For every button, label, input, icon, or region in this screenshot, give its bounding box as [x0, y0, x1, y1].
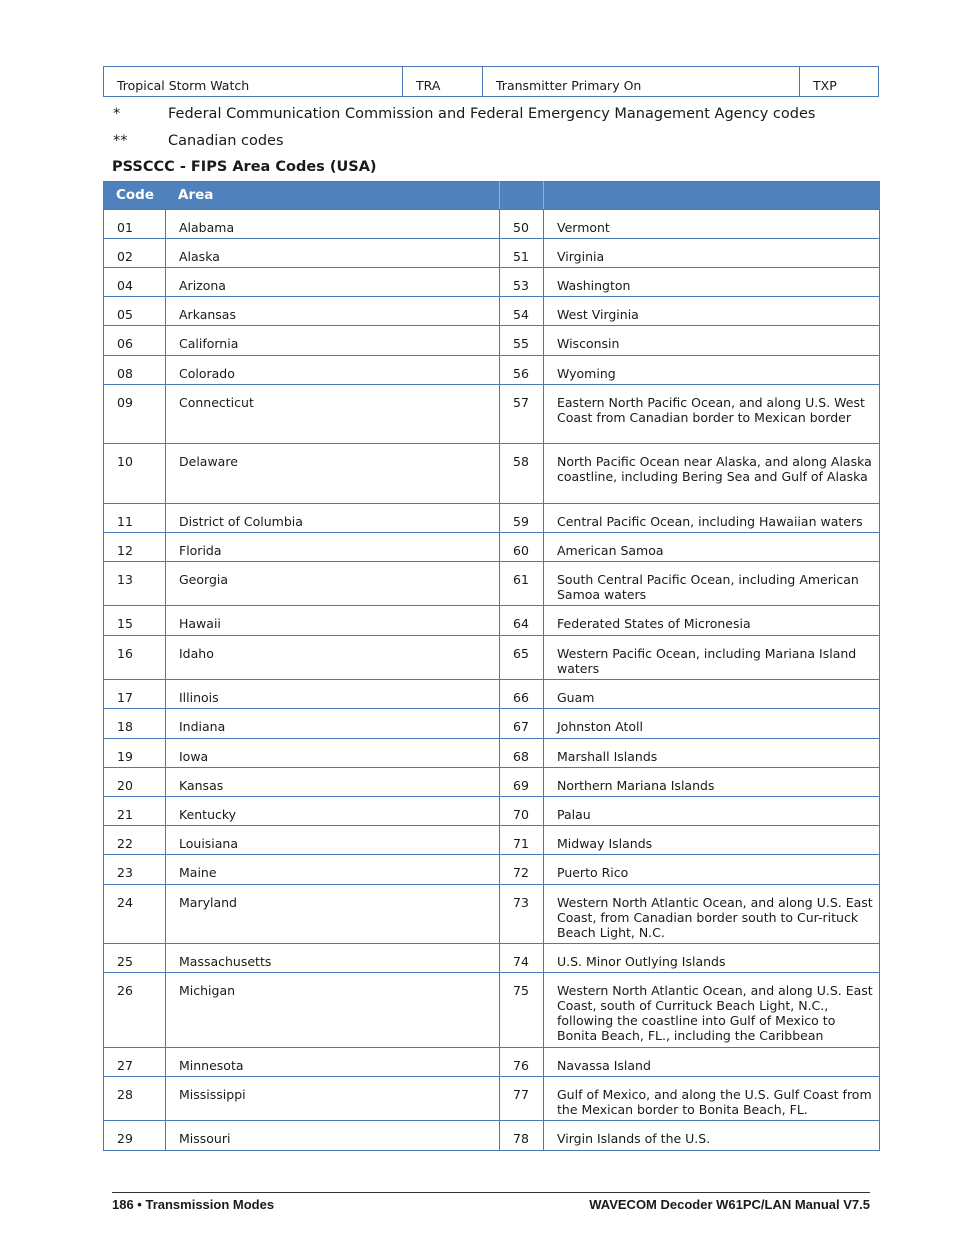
area-cell: Navassa Island: [544, 1048, 880, 1077]
area-cell: Alaska: [166, 239, 500, 268]
table-row: [104, 210, 880, 239]
area-cell: Florida: [166, 533, 500, 562]
code-cell: 26: [104, 973, 166, 1048]
code-cell: 66: [500, 680, 544, 709]
table-row: [104, 1077, 880, 1121]
area-cell: Western North Atlantic Ocean, and along U.S. East Coast, south of Currituck Beach Light, N.C., following the coastline into Gulf of Mexico to Bonita Beach, FL., including the Caribbean: [544, 973, 880, 1048]
area-cell: Virgin Islands of the U.S.: [544, 1121, 880, 1151]
code-cell: 01: [104, 210, 166, 239]
section-title: PSSCCC - FIPS Area Codes (USA): [112, 159, 377, 175]
area-cell: Connecticut: [166, 385, 500, 444]
area-cell: Wyoming: [544, 356, 880, 385]
code-cell: 02: [104, 239, 166, 268]
code-cell: 04: [104, 268, 166, 297]
table-row: [104, 636, 880, 680]
footer-manual-title: WAVECOM Decoder W61PC/LAN Manual V7.5: [589, 1197, 870, 1212]
code-cell: 64: [500, 606, 544, 636]
area-cell: Johnston Atoll: [544, 709, 880, 739]
code-cell: 29: [104, 1121, 166, 1151]
area-cell: Michigan: [166, 973, 500, 1048]
area-cell: Colorado: [166, 356, 500, 385]
top-cell-name: Transmitter Primary On: [483, 67, 800, 96]
area-cell: Guam: [544, 680, 880, 709]
code-cell: 67: [500, 709, 544, 739]
code-cell: 10: [104, 444, 166, 504]
area-cell: California: [166, 326, 500, 356]
area-cell: Western North Atlantic Ocean, and along U.S. East Coast, from Canadian border south to Cur-rituck Beach Light, N.C.: [544, 885, 880, 944]
code-cell: 69: [500, 768, 544, 797]
footnote-text: Federal Communication Commission and Federal Emergency Management Agency codes: [168, 106, 816, 122]
area-cell: South Central Pacific Ocean, including American Samoa waters: [544, 562, 880, 606]
area-cell: Kentucky: [166, 797, 500, 826]
area-cell: Georgia: [166, 562, 500, 606]
table-row: [104, 444, 880, 504]
table-row: [104, 739, 880, 768]
footnote-mark: *: [113, 106, 121, 122]
code-cell: 12: [104, 533, 166, 562]
code-cell: 11: [104, 504, 166, 533]
top-table-row: [103, 66, 879, 97]
table-header-row: [104, 182, 880, 210]
code-cell: 28: [104, 1077, 166, 1121]
table-row: [104, 297, 880, 326]
footnote: [113, 106, 815, 122]
code-cell: 56: [500, 356, 544, 385]
area-cell: Massachusetts: [166, 944, 500, 973]
code-cell: 50: [500, 210, 544, 239]
code-cell: 78: [500, 1121, 544, 1151]
area-cell: Federated States of Micronesia: [544, 606, 880, 636]
area-cell: Mississippi: [166, 1077, 500, 1121]
code-cell: 25: [104, 944, 166, 973]
table-row: [104, 885, 880, 944]
area-cell: District of Columbia: [166, 504, 500, 533]
area-cell: Vermont: [544, 210, 880, 239]
table-row: [104, 768, 880, 797]
code-cell: 54: [500, 297, 544, 326]
code-cell: 59: [500, 504, 544, 533]
code-cell: 57: [500, 385, 544, 444]
table-row: [104, 239, 880, 268]
table-row: [104, 268, 880, 297]
header-area-2: [544, 182, 880, 210]
table-row: [104, 533, 880, 562]
code-cell: 53: [500, 268, 544, 297]
code-cell: 77: [500, 1077, 544, 1121]
code-cell: 05: [104, 297, 166, 326]
area-cell: Iowa: [166, 739, 500, 768]
code-cell: 68: [500, 739, 544, 768]
code-cell: 55: [500, 326, 544, 356]
code-cell: 27: [104, 1048, 166, 1077]
top-cell-code: TXP: [813, 78, 837, 93]
code-cell: 13: [104, 562, 166, 606]
code-cell: 61: [500, 562, 544, 606]
top-cell-name: Tropical Storm Watch: [104, 67, 403, 96]
table-row: [104, 680, 880, 709]
area-cell: U.S. Minor Outlying Islands: [544, 944, 880, 973]
table-row: [104, 826, 880, 855]
area-cell: Palau: [544, 797, 880, 826]
area-cell: Delaware: [166, 444, 500, 504]
table-row: [104, 356, 880, 385]
table-row: [104, 855, 880, 885]
footnote-mark: **: [113, 133, 128, 149]
table-row: [104, 562, 880, 606]
area-cell: Puerto Rico: [544, 855, 880, 885]
table-row: [104, 504, 880, 533]
code-cell: 70: [500, 797, 544, 826]
table-row: [104, 797, 880, 826]
area-cell: Northern Mariana Islands: [544, 768, 880, 797]
code-cell: 24: [104, 885, 166, 944]
code-cell: 72: [500, 855, 544, 885]
table-row: [104, 606, 880, 636]
code-cell: 21: [104, 797, 166, 826]
area-cell: Eastern North Pacific Ocean, and along U.S. West Coast from Canadian border to Mexican border: [544, 385, 880, 444]
code-cell: 71: [500, 826, 544, 855]
code-cell: 06: [104, 326, 166, 356]
area-cell: American Samoa: [544, 533, 880, 562]
area-cell: Washington: [544, 268, 880, 297]
table-row: [104, 1121, 880, 1151]
table-row: [104, 709, 880, 739]
code-cell: 16: [104, 636, 166, 680]
footer-rule: [112, 1192, 870, 1193]
area-cell: Wisconsin: [544, 326, 880, 356]
area-cell: Midway Islands: [544, 826, 880, 855]
code-cell: 15: [104, 606, 166, 636]
area-cell: Western Pacific Ocean, including Mariana Island waters: [544, 636, 880, 680]
area-cell: Illinois: [166, 680, 500, 709]
table-row: [104, 944, 880, 973]
area-cell: Hawaii: [166, 606, 500, 636]
area-cell: Central Pacific Ocean, including Hawaiian waters: [544, 504, 880, 533]
footnote-text: Canadian codes: [168, 133, 284, 149]
table-row: [104, 973, 880, 1048]
code-cell: 60: [500, 533, 544, 562]
footnote: [113, 133, 284, 149]
table-row: [104, 326, 880, 356]
area-cell: Louisiana: [166, 826, 500, 855]
code-cell: 65: [500, 636, 544, 680]
table-row: [104, 1048, 880, 1077]
code-cell: 75: [500, 973, 544, 1048]
header-code: Code: [104, 182, 166, 210]
code-cell: 74: [500, 944, 544, 973]
code-cell: 19: [104, 739, 166, 768]
header-area: Area: [166, 182, 500, 210]
code-cell: 17: [104, 680, 166, 709]
header-code-2: [500, 182, 544, 210]
code-cell: 76: [500, 1048, 544, 1077]
area-cell: Maryland: [166, 885, 500, 944]
fips-area-codes-table: [103, 181, 880, 1151]
code-cell: 18: [104, 709, 166, 739]
footer-page-section: 186 • Transmission Modes: [112, 1197, 275, 1212]
area-cell: Minnesota: [166, 1048, 500, 1077]
code-cell: 58: [500, 444, 544, 504]
area-cell: Gulf of Mexico, and along the U.S. Gulf Coast from the Mexican border to Bonita Beach, FL.: [544, 1077, 880, 1121]
area-cell: Missouri: [166, 1121, 500, 1151]
area-cell: West Virginia: [544, 297, 880, 326]
area-cell: Alabama: [166, 210, 500, 239]
code-cell: 73: [500, 885, 544, 944]
area-cell: Maine: [166, 855, 500, 885]
area-cell: Kansas: [166, 768, 500, 797]
area-cell: Virginia: [544, 239, 880, 268]
code-cell: 22: [104, 826, 166, 855]
area-cell: Arkansas: [166, 297, 500, 326]
area-cell: Idaho: [166, 636, 500, 680]
top-cell-code: TRA: [403, 67, 483, 96]
area-cell: Marshall Islands: [544, 739, 880, 768]
code-cell: 23: [104, 855, 166, 885]
code-cell: 51: [500, 239, 544, 268]
area-cell: North Pacific Ocean near Alaska, and along Alaska coastline, including Bering Sea and Gulf of Alaska: [544, 444, 880, 504]
code-cell: 20: [104, 768, 166, 797]
table-row: [104, 385, 880, 444]
code-cell: 08: [104, 356, 166, 385]
area-cell: Indiana: [166, 709, 500, 739]
code-cell: 09: [104, 385, 166, 444]
table-body: [104, 210, 880, 1151]
area-cell: Arizona: [166, 268, 500, 297]
